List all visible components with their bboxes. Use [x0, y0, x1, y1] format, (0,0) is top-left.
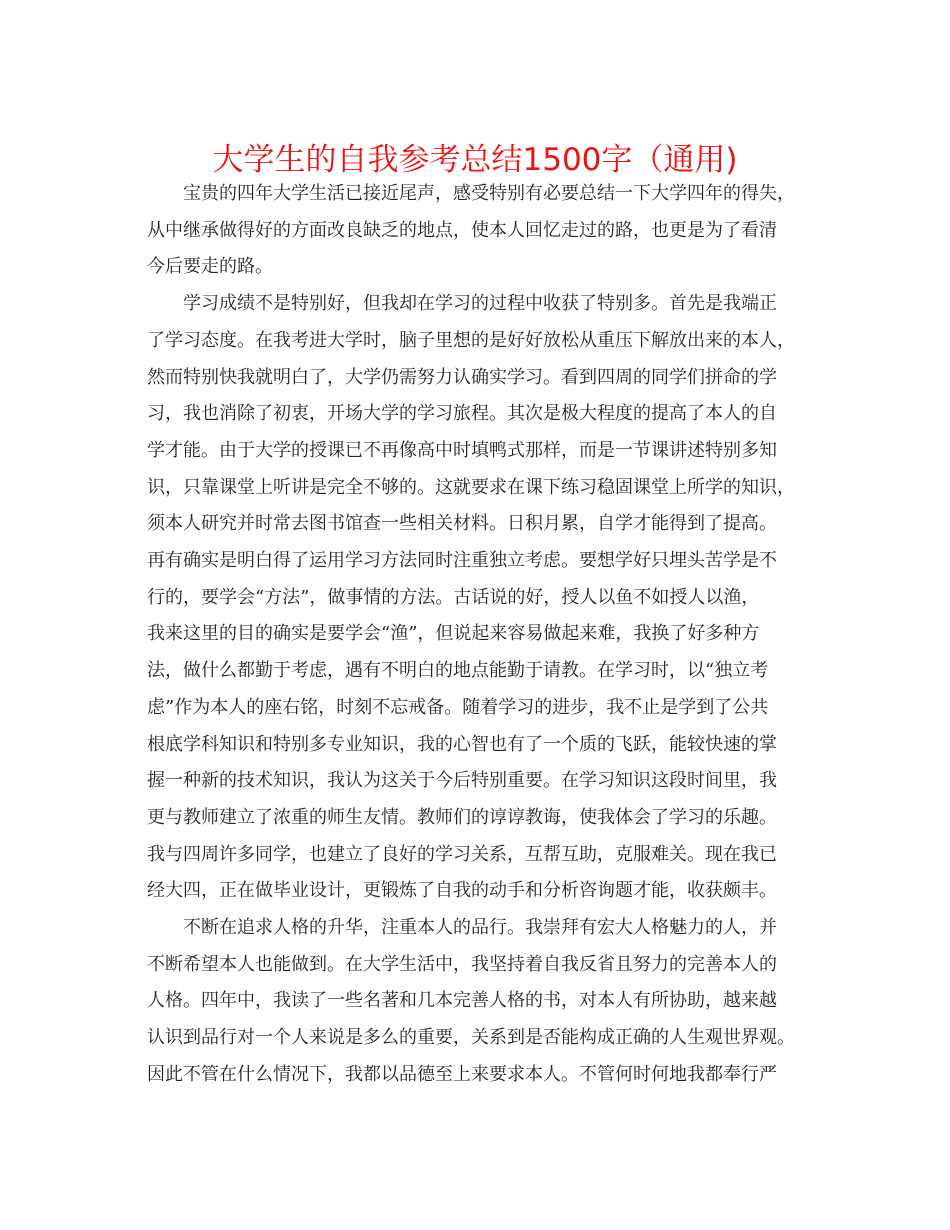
text-line: 人格。四年中，我读了一些名著和几本完善人格的书，对本人有所协助，越来越 [147, 990, 777, 1012]
paragraph-3 [147, 910, 813, 1094]
text-line: 法，做什么都勤于考虑，遇有不明白的地点能勤于请教。在学习时，以“独立考 [147, 660, 769, 682]
text-line: 更与教师建立了浓重的师生友情。教师们的谆谆教诲，使我体会了学习的乐趣。 [147, 806, 777, 828]
text-line: 因此不管在什么情况下，我都以品德至上来要求本人。不管何时何地我都奉行严 [147, 1063, 777, 1085]
text-line: 虑”作为本人的座右铭，时刻不忘戒备。随着学习的进步，我不止是学到了公共 [147, 696, 769, 718]
text-line: 行的，要学会“方法”，做事情的方法。古话说的好，授人以鱼不如授人以渔， [147, 586, 760, 608]
text-line: 然而特别快我就明白了，大学仍需努力认确实学习。看到四周的同学们拼命的学 [147, 366, 777, 388]
paragraph-2 [147, 286, 813, 910]
text-line: 不断希望本人也能做到。在大学生活中，我坚持着自我反省且努力的完善本人的 [147, 953, 777, 975]
text-line: 认识到品行对一个人来说是多么的重要，关系到是否能构成正确的人生观世界观。 [147, 1027, 795, 1049]
text-line: 学才能。由于大学的授课已不再像高中时填鸭式那样，而是一节课讲述特别多知 [147, 439, 777, 461]
text-line: 了学习态度。在我考进大学时，脑子里想的是好好放松从重压下解放出来的本人， [147, 329, 795, 351]
text-line: 学习成绩不是特别好，但我却在学习的过程中收获了特别多。首先是我端正 [183, 293, 777, 315]
document-body [147, 176, 813, 1094]
text-line: 不断在追求人格的升华，注重本人的品行。我崇拜有宏大人格魅力的人，并 [183, 917, 777, 939]
text-line: 今后要走的路。 [147, 256, 273, 278]
text-line: 我与四周许多同学，也建立了良好的学习关系，互帮互助，克服难关。现在我已 [147, 843, 777, 865]
document-title: 大学生的自我参考总结1500字（通用) [212, 142, 738, 178]
text-line: 从中继承做得好的方面改良缺乏的地点，使本人回忆走过的路，也更是为了看清 [147, 219, 777, 241]
text-line: 我来这里的目的确实是要学会“渔”，但说起来容易做起来难，我换了好多种方 [147, 623, 760, 645]
text-line: 识，只靠课堂上听讲是完全不够的。这就要求在课下练习稳固课堂上所学的知识， [147, 476, 795, 498]
text-line: 经大四，正在做毕业设计，更锻炼了自我的动手和分析咨询题才能，收获颇丰。 [147, 880, 777, 902]
text-line: 根底学科知识和特别多专业知识，我的心智也有了一个质的飞跃，能较快速的掌 [147, 733, 777, 755]
text-line: 宝贵的四年大学生活已接近尾声，感受特别有必要总结一下大学四年的得失， [183, 183, 795, 204]
text-line: 握一种新的技术知识，我认为这关于今后特别重要。在学习知识这段时间里，我 [147, 770, 777, 792]
paragraph-1 [147, 176, 813, 286]
text-line: 须本人研究并时常去图书馆查一些相关材料。日积月累，自学才能得到了提高。 [147, 513, 777, 535]
text-line: 习，我也消除了初衷，开场大学的学习旅程。其次是极大程度的提高了本人的自 [147, 403, 777, 425]
text-line: 再有确实是明白得了运用学习方法同时注重独立考虑。要想学好只埋头苦学是不 [147, 550, 777, 572]
